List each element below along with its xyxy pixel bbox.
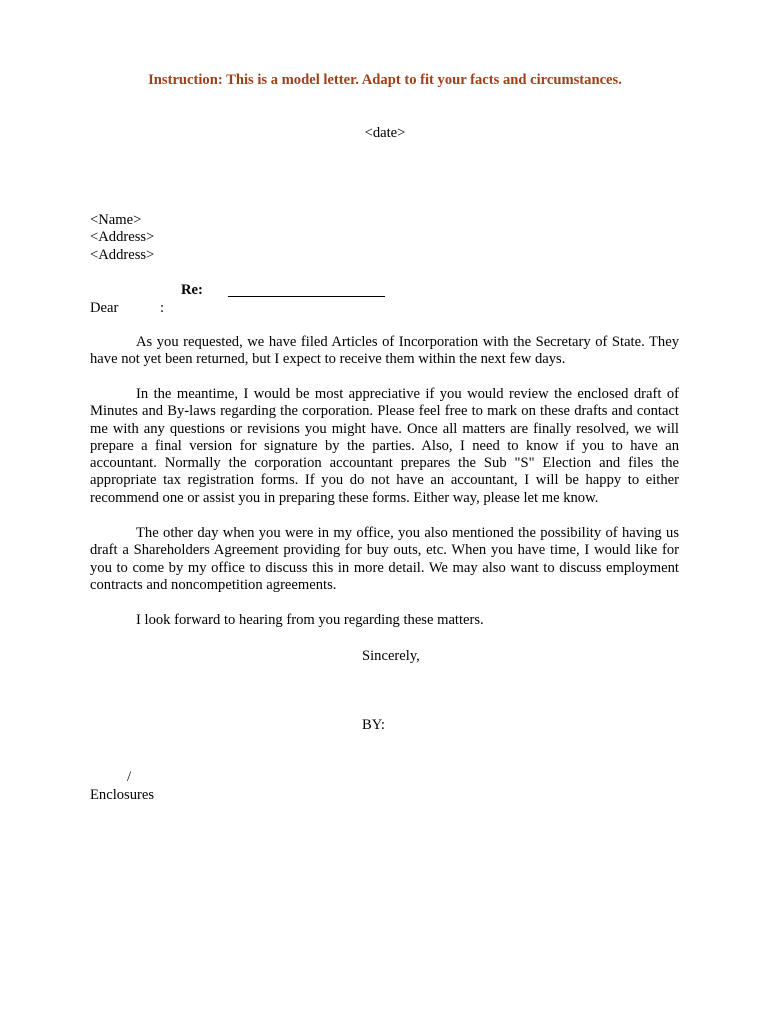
paragraph-line: Minutes and By-laws regarding the corporation. Please feel free to mark on these drafts and contact: [90, 403, 679, 420]
body-paragraph-2: [90, 386, 679, 507]
paragraph-line: recommend one or assist you in preparing these forms. Either way, please let me know.: [90, 489, 599, 506]
re-subject-blank-line: [228, 296, 385, 297]
paragraph-line: appropriate tax registration forms. If you do not have an accountant, I will be happy to either: [90, 472, 679, 489]
body-paragraph-1: [90, 334, 679, 369]
paragraph-line: As you requested, we have filed Articles of Incorporation with the Secretary of State. They: [136, 334, 679, 350]
recipient-address-line-1: <Address>: [90, 229, 155, 245]
initials-separator: /: [127, 769, 132, 785]
salutation: Dear: [90, 300, 119, 316]
paragraph-line: me with any questions or revisions you might have. Once all matters are finally resolved, we will: [90, 420, 679, 437]
enclosures-label: Enclosures: [90, 787, 155, 803]
paragraph-line: prepare a final version for signature by the parties. Also, I need to know if you to have an: [90, 437, 679, 454]
closing-sincerely: Sincerely,: [362, 648, 420, 664]
re-label: Re:: [181, 282, 203, 298]
paragraph-line: The other day when you were in my office, you also mentioned the possibility of having us: [136, 525, 679, 541]
body-paragraph-3: [90, 525, 679, 594]
paragraph-line: draft a Shareholders Agreement providing for buy outs, etc. When you have time, I would like for: [90, 542, 679, 559]
paragraph-line: contracts and noncompetition agreements.: [90, 576, 337, 593]
paragraph-line: have not yet been returned, but I expect to receive them within the next few days.: [90, 351, 566, 368]
paragraph-line: I look forward to hearing from you regarding these matters.: [136, 612, 484, 628]
recipient-address-line-2: <Address>: [90, 247, 155, 263]
paragraph-line: In the meantime, I would be most appreciative if you would review the enclosed draft of: [136, 386, 679, 402]
salutation-colon: :: [160, 300, 165, 316]
recipient-name: <Name>: [90, 212, 142, 228]
instruction-note: Instruction: This is a model letter. Adapt to fit your facts and circumstances.: [148, 72, 622, 88]
letter-date: <date>: [364, 125, 406, 141]
paragraph-line: you to come by my office to discuss this in more detail. We may also want to discuss employment: [90, 559, 679, 576]
signature-by-label: BY:: [362, 717, 385, 733]
paragraph-line: accountant. Normally the corporation accountant prepares the Sub "S" Election and files the: [90, 455, 679, 472]
body-paragraph-4: [90, 612, 679, 629]
